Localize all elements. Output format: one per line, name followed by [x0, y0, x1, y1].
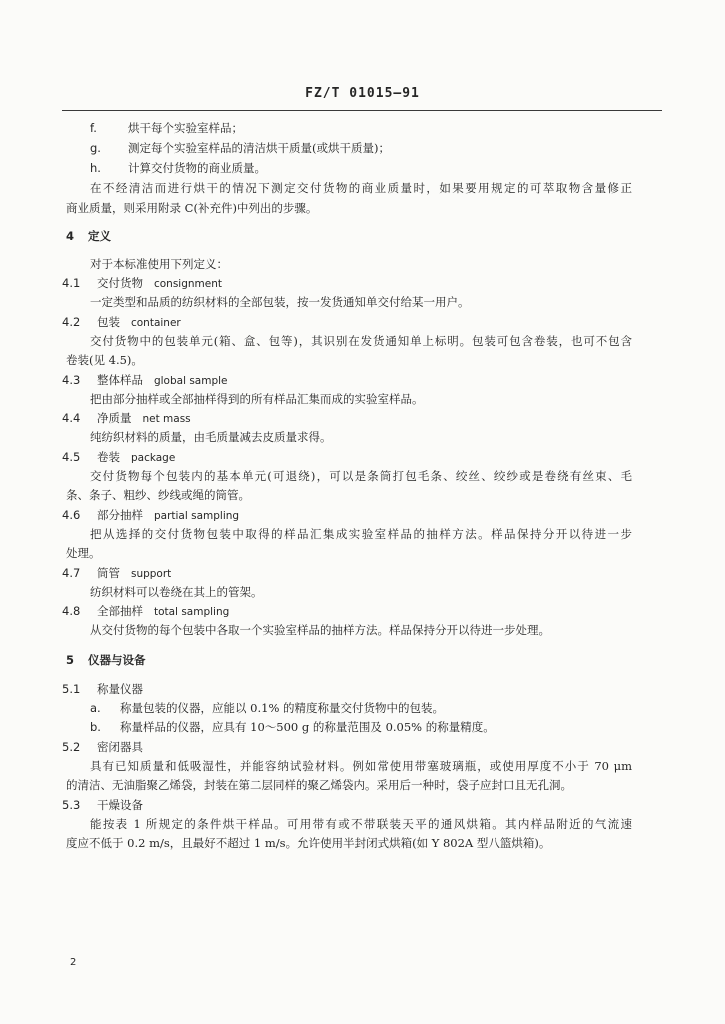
term-number: 4.6	[62, 508, 81, 522]
term-zh: 卷装	[97, 450, 120, 464]
list-text: 烘干每个实验室样品；	[128, 121, 243, 135]
subsection-number: 5.3	[62, 798, 81, 812]
subsection-title: 密闭器具	[97, 740, 143, 754]
subsection-number: 5.1	[62, 682, 81, 696]
section-number: 4	[66, 229, 75, 243]
page-number: 2	[70, 957, 77, 968]
subsection-number: 5.2	[62, 740, 81, 754]
list-text: 测定每个实验室样品的清洁烘干质量(或烘干质量)；	[128, 141, 390, 155]
list-letter: a.	[90, 701, 101, 715]
term-body: 把从选择的交付货物包装中取得的样品汇集成实验室样品的抽样方法。样品保持分开以待进一步	[90, 527, 632, 541]
term-zh: 包装	[97, 315, 120, 329]
header-rule	[62, 110, 662, 111]
term-number: 4.1	[62, 276, 81, 290]
term-heading	[62, 565, 171, 582]
list-text: 称量包装的仪器，应能以 0.1% 的精度称量交付货物中的包装。	[120, 701, 445, 715]
term-en: container	[130, 317, 181, 329]
term-zh: 筒管	[97, 566, 120, 580]
list-letter: h.	[90, 161, 101, 175]
page-header: FZ/T 01015—91	[305, 86, 420, 101]
paragraph-line: 在不经清洁而进行烘干的情况下测定交付货物的商业质量时，如果要用规定的可萃取物含量修正	[90, 181, 632, 195]
term-heading	[62, 449, 175, 466]
list-text: 称量样品的仪器，应具有 10～500 g 的称量范围及 0.05% 的称量精度。	[120, 720, 495, 734]
term-body: 交付货物中的包装单元(箱、盒、包等)，其识别在发货通知单上标明。包装可包含卷装，也可不包含	[90, 334, 632, 348]
term-number: 4.8	[62, 604, 81, 618]
section-number: 5	[66, 653, 75, 667]
term-en: partial sampling	[153, 510, 240, 522]
list-item-g	[90, 140, 390, 156]
subsection-body: 度应不低于 0.2 m/s，且最好不超过 1 m/s。允许使用半封闭式烘箱(如 Y 802A 型八篮烘箱)。	[66, 836, 551, 850]
term-zh: 交付货物	[97, 276, 143, 290]
term-number: 4.3	[62, 373, 81, 387]
term-body: 处理。	[66, 546, 101, 560]
term-zh: 部分抽样	[97, 508, 143, 522]
term-heading	[62, 410, 191, 427]
paragraph-line: 商业质量，则采用附录 C(补充件)中列出的步骤。	[66, 201, 318, 215]
list-item-b	[90, 719, 495, 735]
term-en: global sample	[153, 375, 228, 387]
term-zh: 净质量	[97, 411, 132, 425]
term-body: 交付货物每个包装内的基本单元(可退绕)，可以是条筒打包毛条、绞丝、绞纱或是卷绕有丝束、毛	[90, 469, 632, 483]
term-body: 卷装(见 4.5)。	[66, 353, 143, 367]
list-letter: g.	[90, 141, 101, 155]
term-en: package	[130, 452, 176, 464]
section-title: 定义	[88, 229, 111, 243]
term-heading	[62, 275, 222, 292]
section-heading-4	[66, 228, 111, 244]
section-lead: 对于本标准使用下列定义：	[90, 257, 228, 271]
section-heading-5	[66, 652, 146, 668]
subsection-body: 的清洁、无油脂聚乙烯袋，封装在第二层同样的聚乙烯袋内。采用后一种时，袋子应封口且无孔洞。	[66, 778, 572, 792]
subsection-heading	[62, 681, 143, 697]
term-en: net mass	[142, 413, 191, 425]
subsection-title: 称量仪器	[97, 682, 143, 696]
term-zh: 整体样品	[97, 373, 143, 387]
term-body: 一定类型和品质的纺织材料的全部包装，按一发货通知单交付给某一用户。	[90, 295, 470, 309]
subsection-body: 具有已知质量和低吸湿性，并能容纳试验材料。例如常使用带塞玻璃瓶，或使用厚度不小于 70 μm	[90, 759, 632, 773]
list-letter: b.	[90, 720, 101, 734]
term-number: 4.2	[62, 315, 81, 329]
term-body: 纺织材料可以卷绕在其上的管架。	[90, 585, 263, 599]
term-heading	[62, 507, 239, 524]
section-title: 仪器与设备	[88, 653, 146, 667]
subsection-title: 干燥设备	[97, 798, 143, 812]
term-en: total sampling	[153, 606, 230, 618]
subsection-heading	[62, 739, 143, 755]
term-body: 从交付货物的每个包装中各取一个实验室样品的抽样方法。样品保持分开以待进一步处理。	[90, 623, 550, 637]
list-item-h	[90, 160, 266, 176]
subsection-body: 能按表 1 所规定的条件烘干样品。可用带有或不带联装天平的通风烘箱。其内样品附近的气流速	[90, 817, 632, 831]
term-body: 条、条子、粗纱、纱线或绳的筒管。	[66, 488, 250, 502]
list-text: 计算交付货物的商业质量。	[128, 161, 266, 175]
list-item-a	[90, 700, 444, 716]
term-en: support	[130, 568, 172, 580]
list-item-f	[90, 120, 243, 136]
term-body: 把由部分抽样或全部抽样得到的所有样品汇集而成的实验室样品。	[90, 392, 424, 406]
term-number: 4.4	[62, 411, 81, 425]
term-zh: 全部抽样	[97, 604, 143, 618]
term-heading	[62, 372, 228, 389]
term-number: 4.7	[62, 566, 81, 580]
term-en: consignment	[153, 278, 222, 290]
subsection-heading	[62, 797, 143, 813]
list-letter: f.	[90, 121, 97, 135]
term-body: 纯纺织材料的质量，由毛质量减去皮质量求得。	[90, 430, 332, 444]
term-heading	[62, 603, 229, 620]
term-number: 4.5	[62, 450, 81, 464]
term-heading	[62, 314, 181, 331]
